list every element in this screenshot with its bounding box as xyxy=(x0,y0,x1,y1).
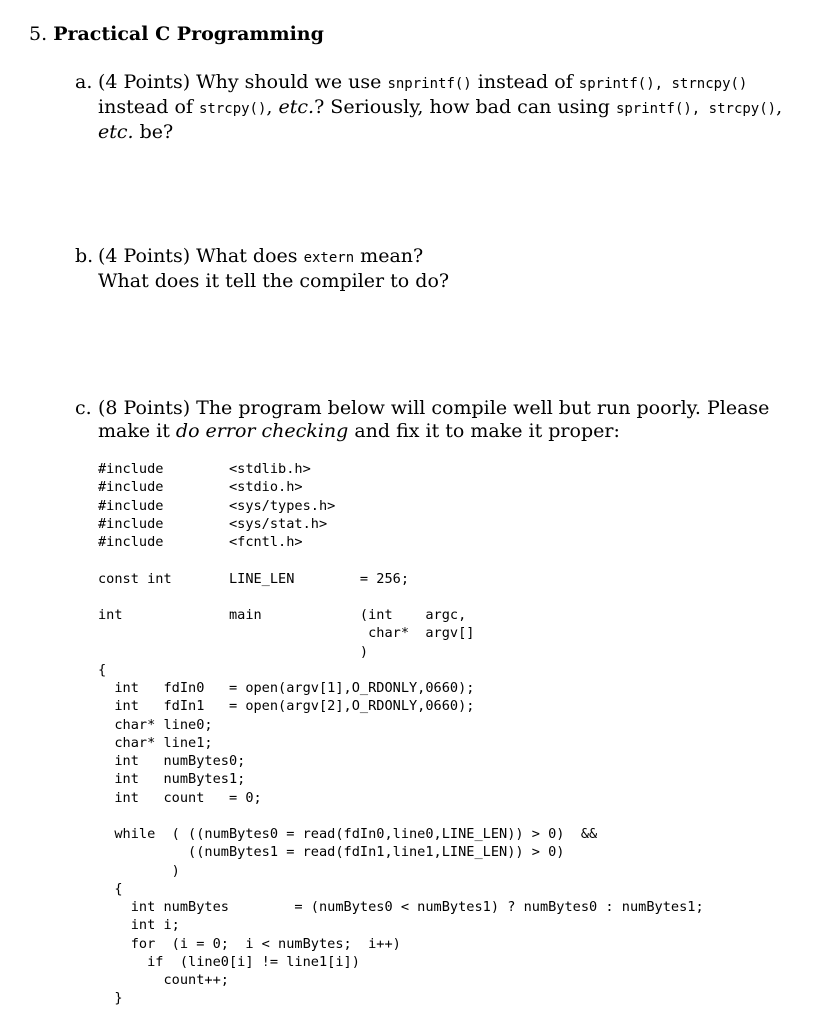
code-line: const int LINE_LEN = 256; xyxy=(98,570,409,587)
part-b-line-2: What does it tell the compiler to do? xyxy=(98,270,450,292)
code-line: { xyxy=(98,661,107,678)
question-title: Practical C Programming xyxy=(53,23,324,45)
text: , xyxy=(266,96,279,118)
part-b-letter: b. xyxy=(75,245,94,267)
part-a-line-2 xyxy=(98,96,783,121)
text: (4 Points) What does xyxy=(98,245,304,267)
part-a-line-3 xyxy=(98,121,775,144)
text: ? Seriously, how bad can using xyxy=(314,96,616,118)
code-sprintf: sprintf() xyxy=(578,76,655,92)
code-line: while ( ((numBytes0 = read(fdIn0,line0,LINE_LEN)) > 0) && xyxy=(98,826,598,842)
code-line: #include <sys/stat.h> xyxy=(98,515,328,532)
text: mean? xyxy=(354,245,424,267)
code-line: int numBytes = (numBytes0 < numBytes1) ? numBytes0 : numBytes1; xyxy=(98,899,704,915)
question-number: 5. xyxy=(29,23,48,45)
text: and fix it to make it proper: xyxy=(348,420,620,442)
part-a-letter: a. xyxy=(75,71,93,93)
italic-etc: etc. xyxy=(98,121,134,143)
code-line: int count = 0; xyxy=(98,789,262,806)
code-line: char* line0; xyxy=(98,716,213,733)
text: be? xyxy=(133,121,174,143)
code-extern: extern xyxy=(303,250,355,266)
code-strncpy: strncpy() xyxy=(671,76,748,92)
question-heading xyxy=(29,20,324,48)
text: make it xyxy=(98,420,176,442)
code-line: #include <sys/types.h> xyxy=(98,497,336,514)
code-line: count++; xyxy=(98,972,229,988)
part-b-line-1 xyxy=(98,245,775,270)
code-line: int numBytes0; xyxy=(98,753,246,769)
part-b xyxy=(75,245,775,293)
code-line: char* line1; xyxy=(98,734,213,751)
code-strcpy: strcpy() xyxy=(198,101,267,117)
code-line: { xyxy=(98,880,123,897)
code-line: #include <stdio.h> xyxy=(98,479,303,496)
part-c-letter: c. xyxy=(75,397,92,419)
code-listing xyxy=(98,460,704,1008)
code-snprintf: snprintf() xyxy=(387,76,472,92)
code-line: int main (int argc, xyxy=(98,607,467,623)
text: , xyxy=(654,76,672,92)
part-a-line-1 xyxy=(98,71,775,96)
part-c-text xyxy=(98,397,775,443)
code-line xyxy=(98,588,704,606)
code-line: for (i = 0; i < numBytes; i++) xyxy=(98,935,401,952)
part-a-text xyxy=(98,71,783,144)
code-line: char* argv[] xyxy=(98,625,475,642)
code-line: int numBytes1; xyxy=(98,771,246,788)
code-line: int i; xyxy=(98,917,180,934)
part-c xyxy=(75,397,775,443)
code-line: #include <fcntl.h> xyxy=(98,534,303,550)
part-c-line-2 xyxy=(98,420,775,443)
part-a xyxy=(75,71,783,144)
code-line xyxy=(98,551,704,569)
text: instead of xyxy=(471,71,579,93)
code-line: if (line0[i] != line1[i]) xyxy=(98,953,360,970)
code-sprintf: sprintf() xyxy=(615,101,692,117)
italic-do-error-checking: do error checking xyxy=(175,420,349,442)
text: , xyxy=(691,101,709,117)
code-line: #include <stdlib.h> xyxy=(98,461,311,477)
code-line xyxy=(98,807,704,825)
text: , xyxy=(776,96,783,118)
text: instead of xyxy=(98,96,199,118)
code-strcpy: strcpy() xyxy=(708,101,777,117)
code-line: ) xyxy=(98,643,369,660)
code-line: ) xyxy=(98,862,180,879)
part-c-line-1: (8 Points) The program below will compile well but run poorly. Please xyxy=(98,397,770,419)
part-b-text xyxy=(98,245,775,293)
code-line: ((numBytes1 = read(fdIn1,line1,LINE_LEN)) > 0) xyxy=(98,844,565,861)
text: (4 Points) Why should we use xyxy=(98,71,388,93)
code-line: int fdIn0 = open(argv[1],O_RDONLY,0660); xyxy=(98,680,475,696)
italic-etc: etc. xyxy=(278,96,315,118)
code-line: int fdIn1 = open(argv[2],O_RDONLY,0660); xyxy=(98,698,475,715)
code-line: } xyxy=(98,990,123,1007)
